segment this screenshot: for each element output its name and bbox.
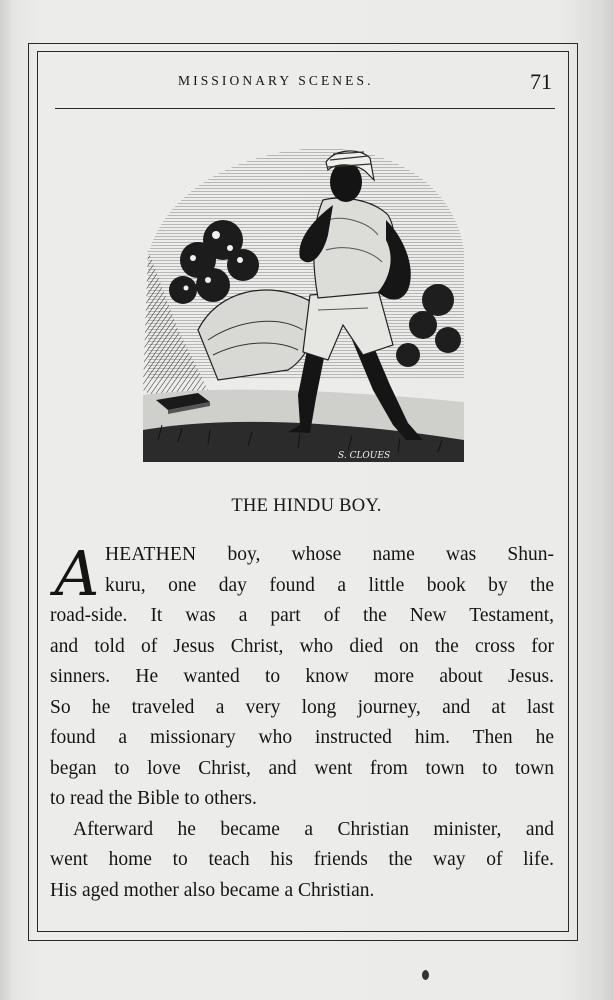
article-title: THE HINDU BOY.: [231, 496, 382, 516]
paragraph-1-line-8: began to love Christ, and went from town to town: [50, 757, 554, 779]
paragraph-2-line-2: went home to teach his friends the way of life.: [50, 849, 554, 870]
running-title: MISSIONARY SCENES.: [178, 73, 374, 88]
paragraph-1-line-2: kuru, one day found a little book by the: [105, 574, 554, 596]
header-rule: [55, 108, 555, 109]
paragraph-1-line-9: to read the Bible to others.: [50, 788, 257, 809]
paragraph-2-line-3: His aged mother also became a Christian.: [50, 879, 375, 901]
page-number: 71: [530, 69, 552, 94]
paragraph-1-line-3: road-side. It was a part of the New Testament,: [50, 605, 554, 626]
paragraph-1-line-6: So he traveled a very long journey, and at last: [50, 696, 554, 718]
paragraph-1-line-4: and told of Jesus Christ, who died on the cross for: [50, 635, 554, 657]
paragraph-1-line-1: [50, 540, 554, 571]
paragraph-1-line-5: sinners. He wanted to know more about Jesus.: [50, 666, 554, 687]
ink-blot: [422, 970, 429, 980]
engraver-signature: S. CLOUES: [338, 451, 391, 461]
opening-word: HEATHEN: [105, 544, 197, 565]
paragraph-2-line-1: Afterward he became a Christian minister, and: [73, 818, 554, 840]
hindu-boy-engraving: [138, 140, 470, 470]
decorative-drop-cap: [48, 537, 106, 610]
drop-cap-letter: A: [54, 537, 100, 610]
article-body: [50, 537, 554, 906]
line-text: boy, whose name was Shun-: [196, 544, 554, 565]
paragraph-1-line-7: found a missionary who instructed him. Then he: [50, 727, 554, 748]
running-head: [0, 70, 613, 96]
